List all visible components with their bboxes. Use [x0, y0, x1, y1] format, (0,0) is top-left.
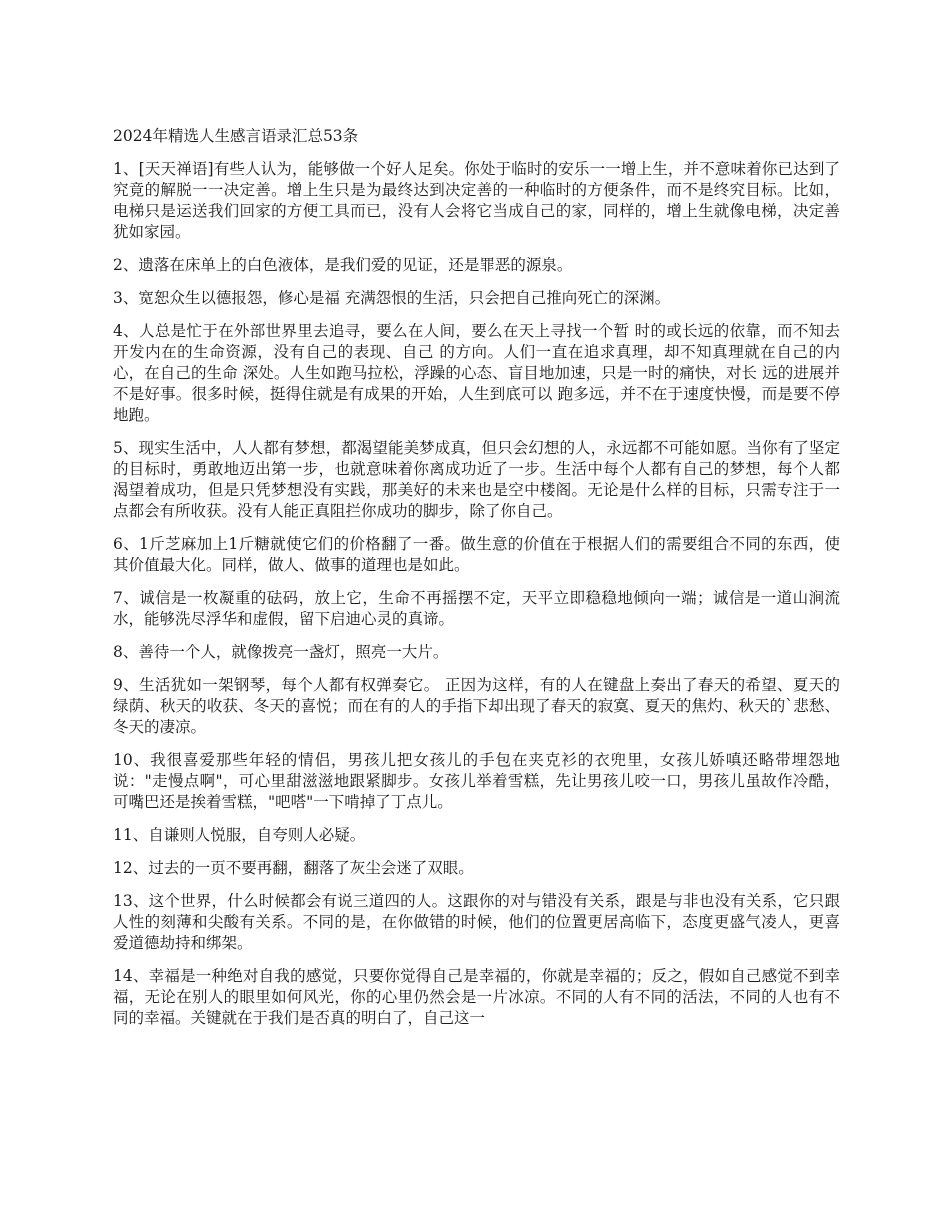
quote-paragraph-7: 7、诚信是一枚凝重的砝码，放上它，生命不再摇摆不定，天平立即稳稳地倾向一端；诚信是一道山涧流水，能够洗尽浮华和虚假，留下启迪心灵的真谛。	[113, 589, 840, 628]
quote-paragraph-6: 6、1斤芝麻加上1斤糖就使它们的价格翻了一番。做生意的价值在于根据人们的需要组合不同的东西，使其价值最大化。同样，做人、做事的道理也是如此。	[113, 535, 840, 574]
quote-paragraph-12: 12、过去的一页不要再翻，翻落了灰尘会迷了双眼。	[113, 859, 474, 877]
quote-paragraph-9: 9、生活犹如一架钢琴，每个人都有权弹奏它。 正因为这样，有的人在键盘上奏出了春天的希望、夏天的绿荫、秋天的收获、冬天的喜悦；而在有的人的手指下却出现了春天的寂寞、夏天的焦灼、秋天的`悲愁、冬天的凄凉。	[113, 676, 840, 736]
quote-paragraph-13: 13、这个世界，什么时候都会有说三道四的人。这跟你的对与错没有关系，跟是与非也没有关系，它只跟人性的刻薄和尖酸有关系。不同的是，在你做错的时候，他们的位置更居高临下，态度更盛气凌人，更喜爱道德劫持和绑架。	[113, 892, 840, 952]
quote-paragraph-5: 5、现实生活中，人人都有梦想，都渴望能美梦成真，但只会幻想的人，永远都不可能如愿。当你有了坚定的目标时，勇敢地迈出第一步，也就意味着你离成功近了一步。生活中每个人都有自己的梦想，每个人都渴望着成功，但是只凭梦想没有实践，那美好的未来也是空中楼阁。无论是什么样的目标，只需专注于一点都会有所收获。没有人能正真阻拦你成功的脚步，除了你自己。	[113, 439, 840, 520]
quote-paragraph-8: 8、善待一个人，就像拨亮一盏灯，照亮一大片。	[113, 643, 449, 661]
quote-paragraph-11: 11、自谦则人悦服，自夸则人必疑。	[113, 826, 366, 844]
quote-paragraph-1: 1、[天天禅语]有些人认为，能够做一个好人足矣。你处于临时的安乐一一增上生，并不意味着你已达到了究竟的解脱一一决定善。增上生只是为最终达到决定善的一种临时的方便条件，而不是终究目标。比如，电梯只是运送我们回家的方便工具而已，没有人会将它当成自己的家，同样的，增上生就像电梯，决定善犹如家园。	[113, 160, 840, 241]
quote-paragraph-3: 3、宽恕众生以德报怨，修心是福 充满怨恨的生活，只会把自己推向死亡的深渊。	[113, 289, 671, 307]
document-page	[113, 126, 840, 1041]
quote-paragraph-10: 10、我很喜爱那些年轻的情侣，男孩儿把女孩儿的手包在夹克衫的衣兜里，女孩儿娇嗔还略带埋怨地说："走慢点啊"，可心里甜滋滋地跟紧脚步。女孩儿举着雪糕，先让男孩儿咬一口，男孩儿虽故作冷酷，可嘴巴还是挨着雪糕，"吧嗒"一下啃掉了丁点儿。	[113, 751, 840, 811]
quote-paragraph-14: 14、幸福是一种绝对自我的感觉，只要你觉得自己是幸福的，你就是幸福的；反之，假如自己感觉不到幸福，无论在别人的眼里如何风光，你的心里仍然会是一片冰凉。不同的人有不同的活法，不同的人也有不同的幸福。关键就在于我们是否真的明白了，自己这一	[113, 967, 840, 1027]
quote-paragraph-2: 2、遗落在床单上的白色液体，是我们爱的见证，还是罪恶的源泉。	[113, 256, 573, 274]
document-title: 2024年精选人生感言语录汇总53条	[113, 127, 359, 145]
quote-paragraph-4: 4、人总是忙于在外部世界里去追寻，要么在人间，要么在天上寻找一个暂 时的或长远的依靠，而不知去开发内在的生命资源，没有自己的表现、自己 的方向。人们一直在追求真理，却不知真理就在自己的内心，在自己的生命 深处。人生如跑马拉松，浮躁的心态、盲目地加速，只是一时的痛快，对长 远的进展并不是好事。很多时候，挺得住就是有成果的开始，人生到底可以 跑多远，并不在于速度快慢，而是要不停地跑。	[113, 322, 840, 424]
